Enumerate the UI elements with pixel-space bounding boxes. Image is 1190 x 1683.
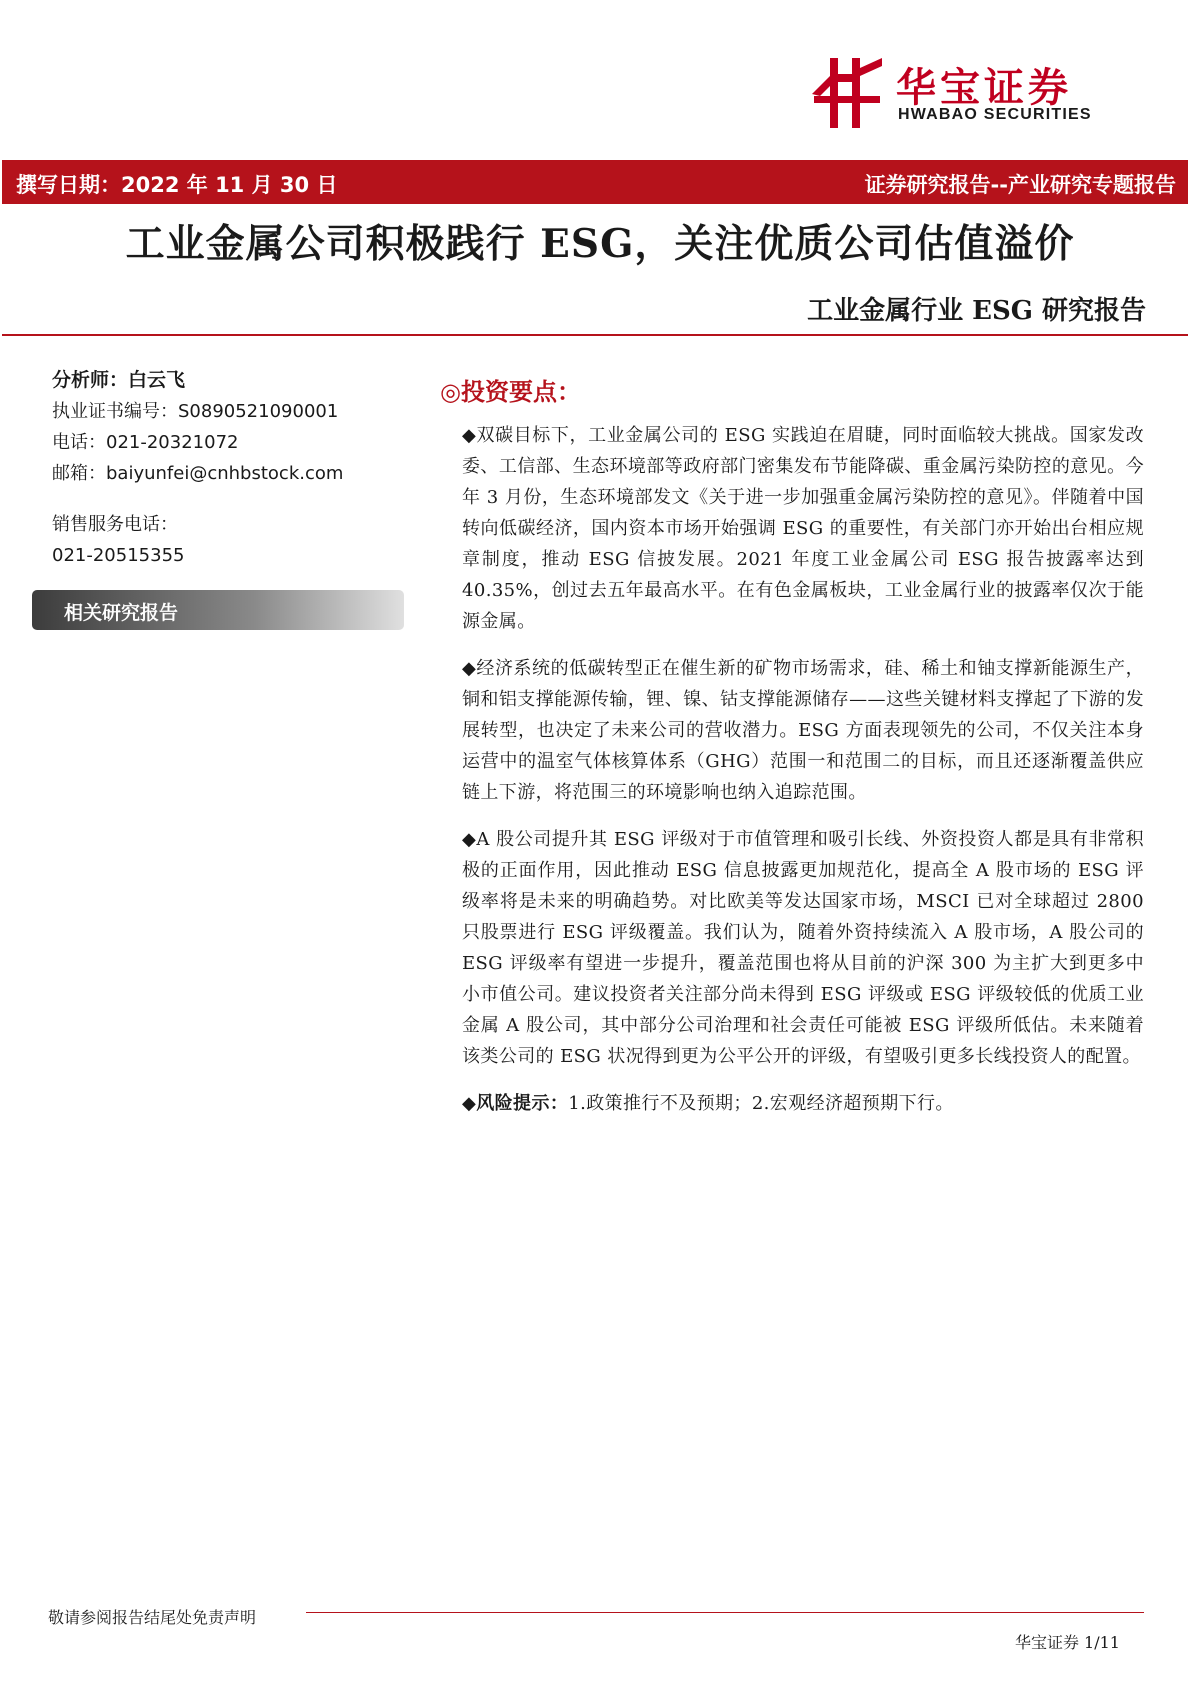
key-point-paragraph: ◆双碳目标下，工业金属公司的 ESG 实践迫在眉睫，同时面临较大挑战。国家发改委、工信部、生态环境部等政府部门密集发布节能降碳、重金属污染防控的意见。今年 3 月份，生态环境部发文《关于进一步加强重金属污染防控的意见》。伴随着中国转向低碳经济，国内资本市场开始强调 ESG 的重要性，有关部门亦开始出台相应规章制度，推动 ESG 信披发展。2021 年度工业金属公司 ESG 报告披露率达到 40.35%，创过去五年最高水平。在有色金属板块，工业金属行业的披露率仅次于能源金属。 [462, 425, 1144, 632]
key-point-paragraph: ◆A 股公司提升其 ESG 评级对于市值管理和吸引长线、外资投资人都是具有非常积极的正面作用，因此推动 ESG 信息披露更加规范化，提高全 A 股市场的 ESG 评级率将是未来的明确趋势。对比欧美等发达国家市场，MSCI 已对全球超过 2800 只股票进行 ESG 评级覆盖。我们认为，随着外资持续流入 A 股市场，A 股公司的 ESG 评级率有望进一步提升，覆盖范围也将从目前的沪深 300 为主扩大到更多中小市值公司。建议投资者关注部分尚未得到 ESG 评级或 ESG 评级较低的优质工业金属 A 股公司，其中部分公司治理和社会责任可能被 ESG 评级所低估。未来随着该类公司的 ESG 状况得到更为公平公开的评级，有望吸引更多长线投资人的配置。 [462, 829, 1144, 1067]
analyst-name: 分析师：白云飞 [52, 369, 186, 391]
page-title: 工业金属公司积极践行 ESG，关注优质公司估值溢价 [125, 221, 1075, 267]
page-subtitle: 工业金属行业 ESG 研究报告 [807, 296, 1146, 326]
analyst-info [52, 365, 412, 571]
header-banner [2, 160, 1188, 204]
sales-label: 销售服务电话： [52, 514, 178, 535]
key-points-body [462, 420, 1144, 1135]
risk-warning [462, 1088, 1144, 1119]
footer-divider [306, 1612, 1144, 1613]
analyst-email: 邮箱：baiyunfei@cnhbstock.com [52, 463, 344, 484]
analyst-cert: 执业证书编号：S0890521090001 [52, 401, 339, 422]
sales-phone: 021-20515355 [52, 545, 185, 566]
hwabao-logo-icon [808, 54, 888, 134]
risk-label: ◆风险提示： [462, 1093, 569, 1114]
company-logo [808, 54, 1148, 134]
analyst-phone: 电话：021-20321072 [52, 432, 239, 453]
logo-english-text: HWABAO SECURITIES [898, 106, 1092, 123]
footer-disclaimer: 敬请参阅报告结尾处免责声明 [48, 1608, 257, 1627]
report-type: 证券研究报告--产业研究专题报告 [864, 173, 1176, 197]
page-number: 华宝证券 1/11 [1014, 1633, 1120, 1652]
risk-text: 1.政策推行不及预期；2.宏观经济超预期下行。 [568, 1093, 954, 1114]
logo-chinese-text: 华宝证券 [896, 65, 1072, 111]
report-date: 撰写日期：2022 年 11 月 30 日 [16, 173, 338, 197]
related-reports-label: 相关研究报告 [64, 602, 179, 624]
key-point-paragraph: ◆经济系统的低碳转型正在催生新的矿物市场需求，硅、稀土和铀支撑新能源生产，铜和铝支撑能源传输，锂、镍、钴支撑能源储存——这些关键材料支撑起了下游的发展转型，也决定了未来公司的营收潜力。ESG 方面表现领先的公司，不仅关注本身运营中的温室气体核算体系（GHG）范围一和范围二的目标，而且还逐渐覆盖供应链上下游，将范围三的环境影响也纳入追踪范围。 [462, 658, 1144, 803]
related-reports-header [32, 590, 404, 630]
header-divider [2, 334, 1188, 336]
key-points-title: ◎投资要点： [440, 378, 581, 406]
